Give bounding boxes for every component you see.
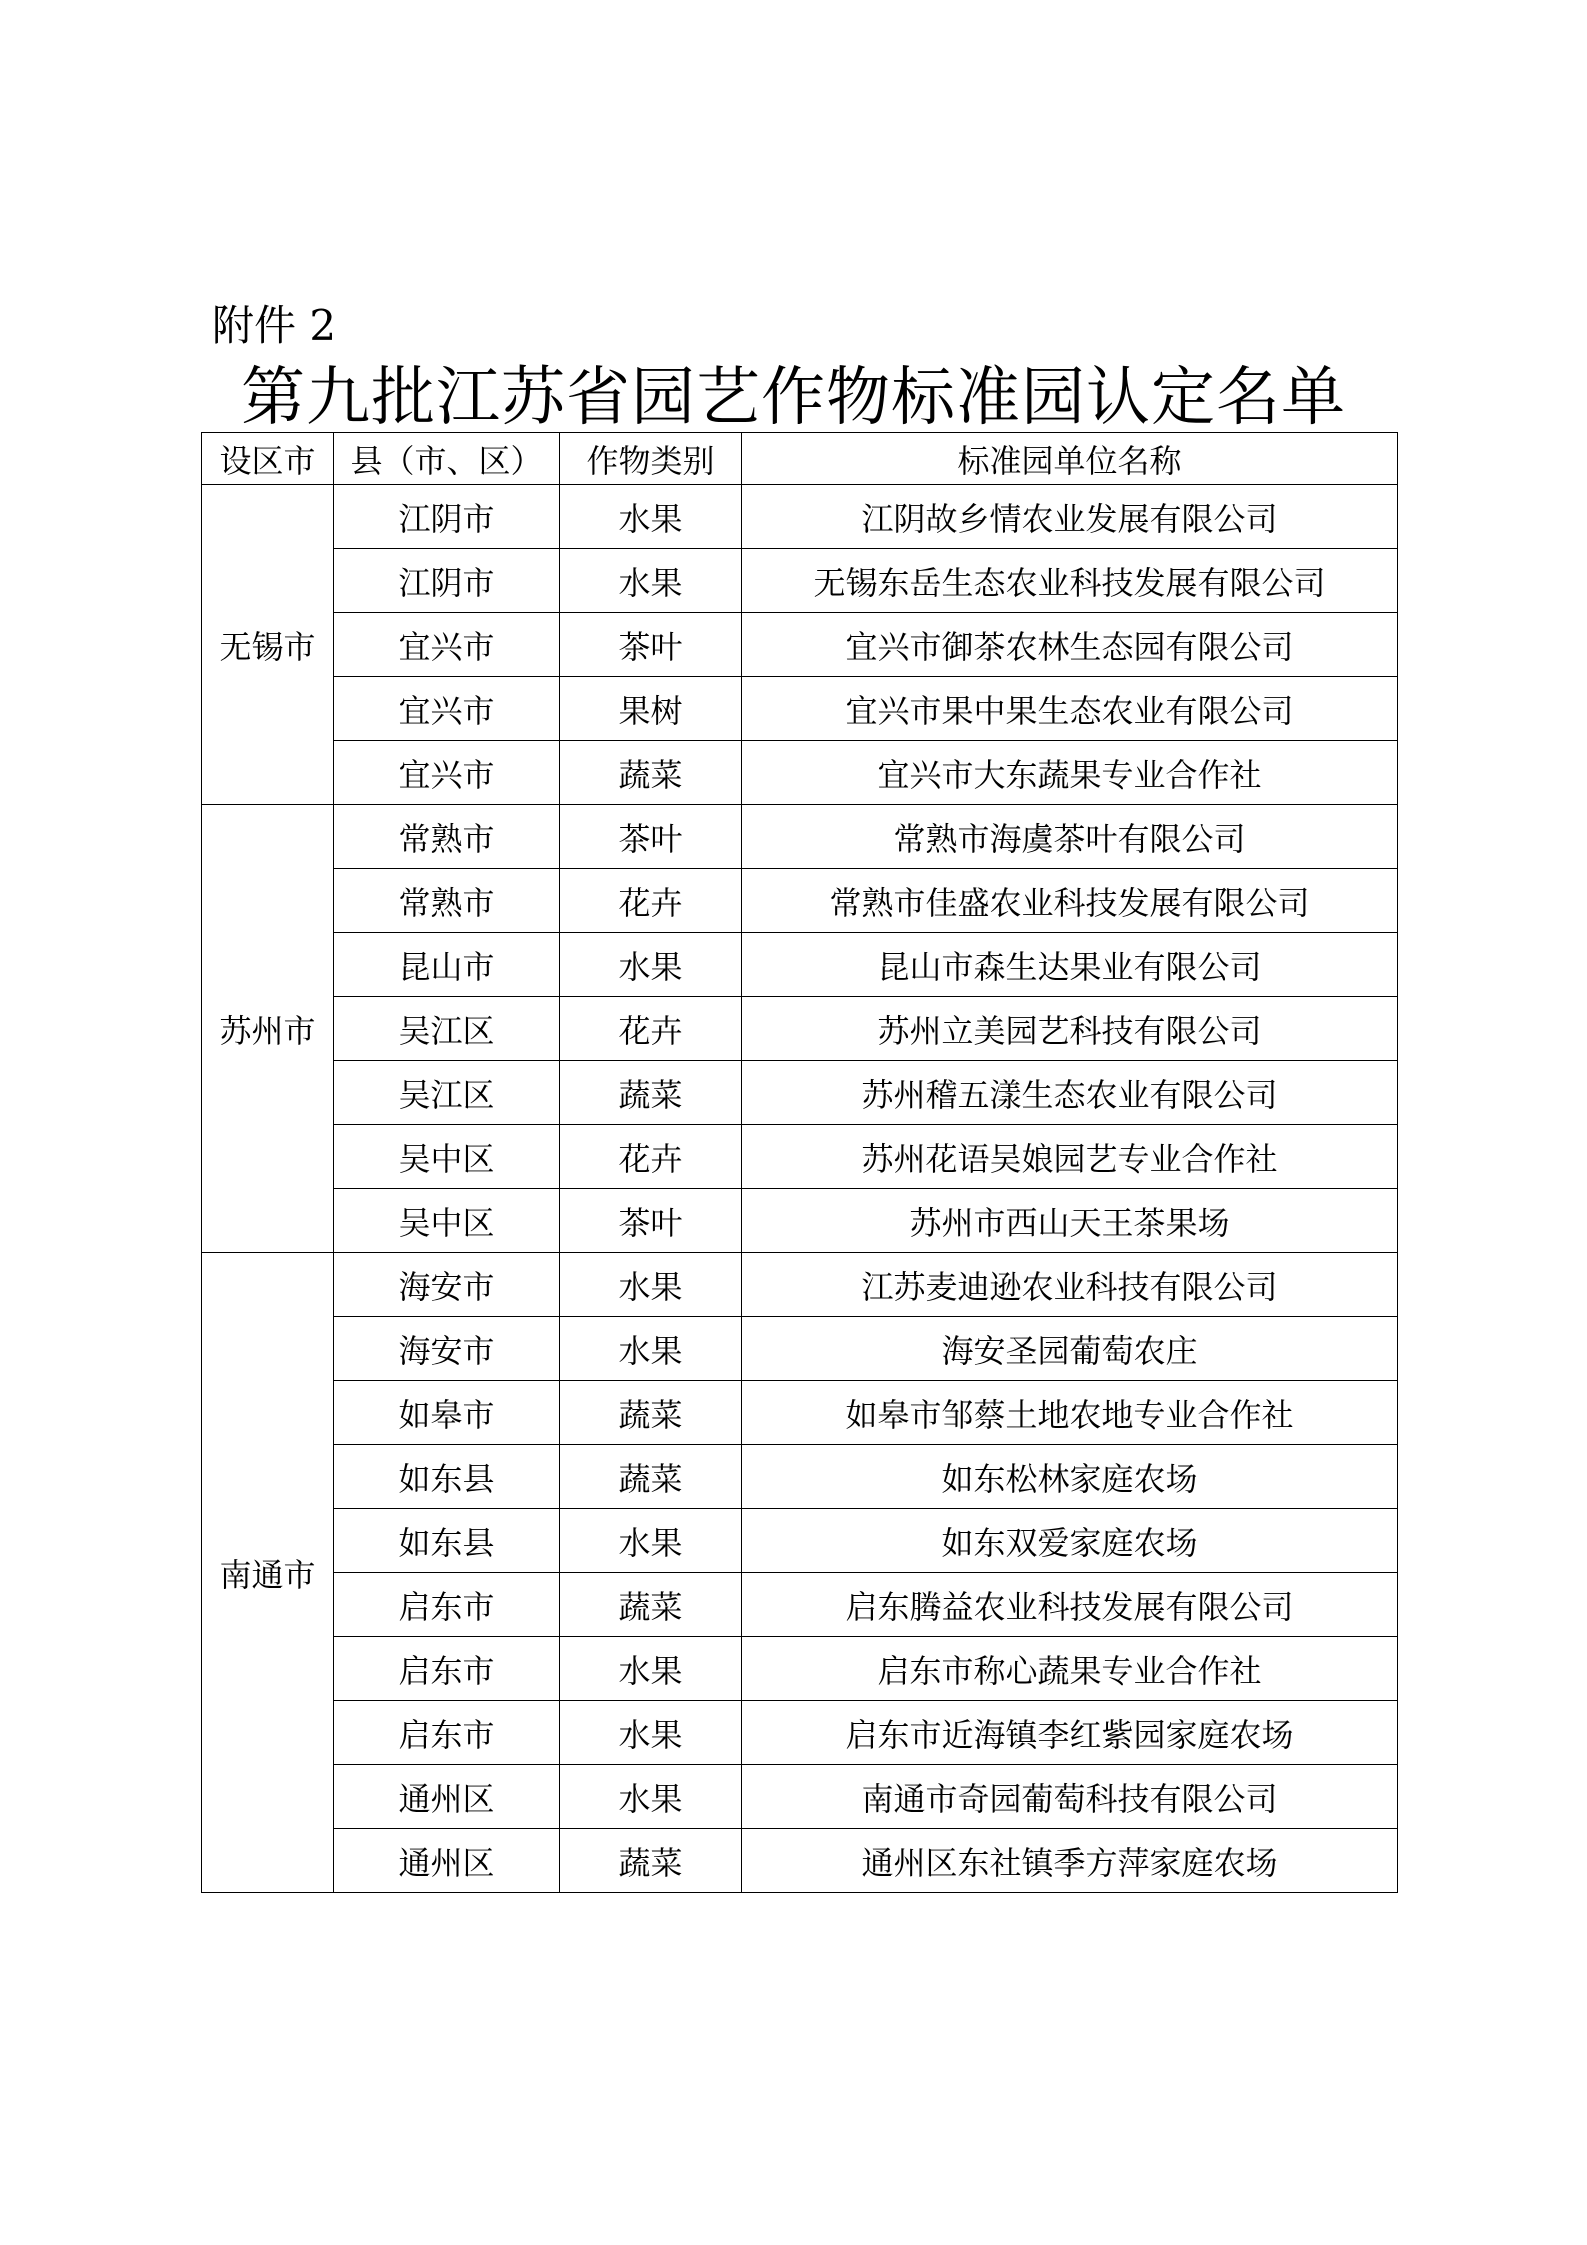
cell-crop: 蔬菜 — [560, 1829, 742, 1893]
table-row — [202, 613, 1398, 677]
table-row — [202, 1765, 1398, 1829]
table-body — [202, 485, 1398, 1893]
cell-unit: 苏州立美园艺科技有限公司 — [742, 997, 1398, 1061]
table-row — [202, 997, 1398, 1061]
cell-unit: 通州区东社镇季方萍家庭农场 — [742, 1829, 1398, 1893]
cell-crop: 水果 — [560, 1253, 742, 1317]
table-row — [202, 1701, 1398, 1765]
cell-county: 常熟市 — [334, 869, 560, 933]
cell-county: 启东市 — [334, 1573, 560, 1637]
table-row — [202, 1445, 1398, 1509]
table-row — [202, 805, 1398, 869]
cell-county: 常熟市 — [334, 805, 560, 869]
cell-county: 吴中区 — [334, 1125, 560, 1189]
cell-county: 如东县 — [334, 1509, 560, 1573]
cell-crop: 水果 — [560, 1637, 742, 1701]
cell-county: 吴中区 — [334, 1189, 560, 1253]
certified-list-table — [201, 432, 1398, 1893]
table-row — [202, 485, 1398, 549]
cell-county: 如皋市 — [334, 1381, 560, 1445]
cell-crop: 花卉 — [560, 997, 742, 1061]
cell-unit: 昆山市森生达果业有限公司 — [742, 933, 1398, 997]
cell-county: 如东县 — [334, 1445, 560, 1509]
cell-county: 宜兴市 — [334, 613, 560, 677]
cell-unit: 启东市称心蔬果专业合作社 — [742, 1637, 1398, 1701]
cell-crop: 水果 — [560, 549, 742, 613]
cell-crop: 水果 — [560, 485, 742, 549]
cell-county: 吴江区 — [334, 1061, 560, 1125]
header-county: 县（市、区） — [334, 433, 560, 485]
table-row — [202, 1317, 1398, 1381]
cell-crop: 水果 — [560, 1317, 742, 1381]
cell-crop: 蔬菜 — [560, 1573, 742, 1637]
cell-unit: 启东腾益农业科技发展有限公司 — [742, 1573, 1398, 1637]
cell-crop: 水果 — [560, 1509, 742, 1573]
cell-unit: 常熟市海虞茶叶有限公司 — [742, 805, 1398, 869]
header-unit: 标准园单位名称 — [742, 433, 1398, 485]
cell-county: 江阴市 — [334, 549, 560, 613]
header-crop: 作物类别 — [560, 433, 742, 485]
cell-unit: 启东市近海镇李红紫园家庭农场 — [742, 1701, 1398, 1765]
table-row — [202, 1829, 1398, 1893]
cell-unit: 宜兴市御茶农林生态园有限公司 — [742, 613, 1398, 677]
table-row — [202, 1573, 1398, 1637]
cell-county: 启东市 — [334, 1701, 560, 1765]
cell-city: 苏州市 — [202, 805, 334, 1253]
cell-county: 海安市 — [334, 1253, 560, 1317]
cell-unit: 无锡东岳生态农业科技发展有限公司 — [742, 549, 1398, 613]
cell-unit: 南通市奇园葡萄科技有限公司 — [742, 1765, 1398, 1829]
cell-county: 通州区 — [334, 1765, 560, 1829]
cell-crop: 茶叶 — [560, 613, 742, 677]
cell-crop: 蔬菜 — [560, 741, 742, 805]
table-row — [202, 933, 1398, 997]
cell-crop: 蔬菜 — [560, 1381, 742, 1445]
cell-unit: 常熟市佳盛农业科技发展有限公司 — [742, 869, 1398, 933]
cell-unit: 海安圣园葡萄农庄 — [742, 1317, 1398, 1381]
document-title: 第九批江苏省园艺作物标准园认定名单 — [241, 361, 1346, 435]
cell-unit: 宜兴市果中果生态农业有限公司 — [742, 677, 1398, 741]
table-row — [202, 1253, 1398, 1317]
cell-crop: 水果 — [560, 1701, 742, 1765]
cell-county: 通州区 — [334, 1829, 560, 1893]
cell-city: 无锡市 — [202, 485, 334, 805]
cell-crop: 花卉 — [560, 869, 742, 933]
cell-unit: 苏州市西山天王茶果场 — [742, 1189, 1398, 1253]
cell-unit: 苏州花语吴娘园艺专业合作社 — [742, 1125, 1398, 1189]
table-row — [202, 1637, 1398, 1701]
attachment-label: 附件 2 — [212, 301, 337, 350]
cell-crop: 水果 — [560, 1765, 742, 1829]
cell-crop: 蔬菜 — [560, 1445, 742, 1509]
cell-city: 南通市 — [202, 1253, 334, 1893]
table-row — [202, 1381, 1398, 1445]
cell-crop: 蔬菜 — [560, 1061, 742, 1125]
cell-county: 江阴市 — [334, 485, 560, 549]
table-row — [202, 1061, 1398, 1125]
cell-unit: 苏州稽五漾生态农业有限公司 — [742, 1061, 1398, 1125]
cell-unit: 江阴故乡情农业发展有限公司 — [742, 485, 1398, 549]
cell-unit: 如皋市邹蔡土地农地专业合作社 — [742, 1381, 1398, 1445]
cell-crop: 果树 — [560, 677, 742, 741]
cell-county: 吴江区 — [334, 997, 560, 1061]
table-row — [202, 677, 1398, 741]
table-row — [202, 549, 1398, 613]
cell-crop: 茶叶 — [560, 1189, 742, 1253]
cell-crop: 水果 — [560, 933, 742, 997]
cell-unit: 如东双爱家庭农场 — [742, 1509, 1398, 1573]
cell-county: 启东市 — [334, 1637, 560, 1701]
cell-county: 海安市 — [334, 1317, 560, 1381]
table-header-row — [202, 433, 1398, 485]
cell-county: 宜兴市 — [334, 741, 560, 805]
cell-crop: 茶叶 — [560, 805, 742, 869]
header-city: 设区市 — [202, 433, 334, 485]
cell-unit: 如东松林家庭农场 — [742, 1445, 1398, 1509]
table-row — [202, 869, 1398, 933]
cell-county: 宜兴市 — [334, 677, 560, 741]
cell-county: 昆山市 — [334, 933, 560, 997]
table-row — [202, 1125, 1398, 1189]
table-row — [202, 741, 1398, 805]
cell-unit: 宜兴市大东蔬果专业合作社 — [742, 741, 1398, 805]
table-row — [202, 1189, 1398, 1253]
cell-unit: 江苏麦迪逊农业科技有限公司 — [742, 1253, 1398, 1317]
cell-crop: 花卉 — [560, 1125, 742, 1189]
table-row — [202, 1509, 1398, 1573]
